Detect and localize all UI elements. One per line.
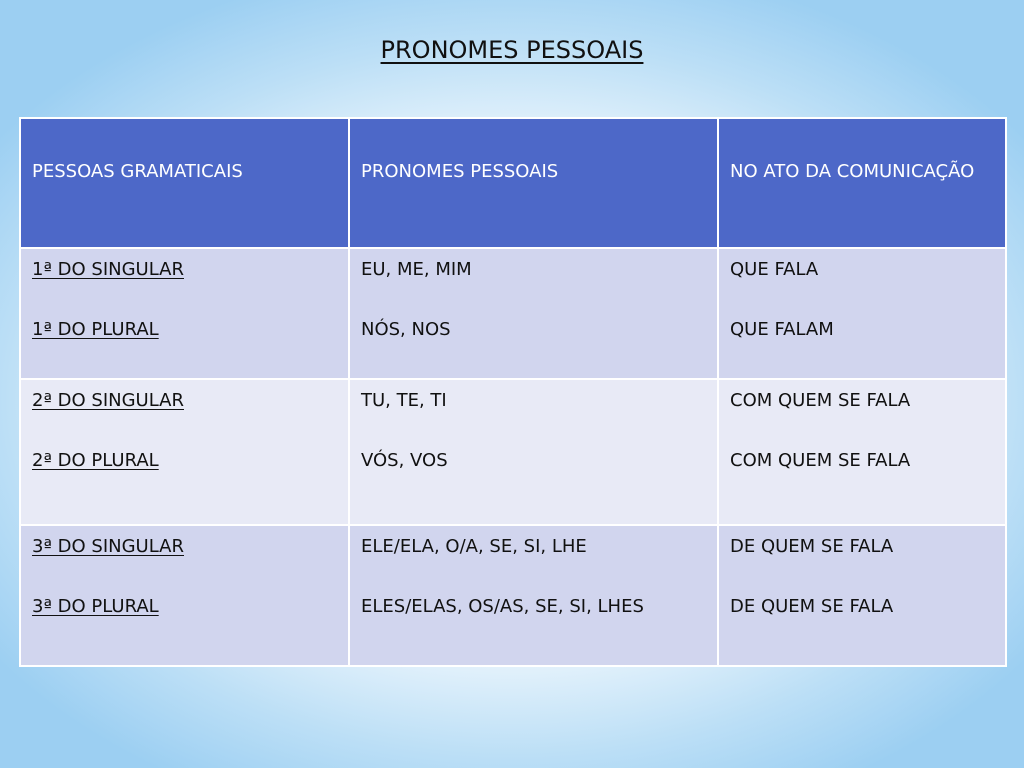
pronouns-table: [19, 117, 1007, 667]
person-label: 1ª DO SINGULAR: [32, 259, 184, 280]
pronoun-text: VÓS, VOS: [361, 450, 448, 471]
header-pessoas-gramaticais: PESSOAS GRAMATICAIS: [20, 118, 349, 248]
persons-cell: [20, 379, 349, 525]
table-header-row: [20, 118, 1006, 248]
communication-text: DE QUEM SE FALA: [730, 596, 894, 617]
person-label: 3ª DO SINGULAR: [32, 536, 184, 557]
pronoun-text: NÓS, NOS: [361, 319, 451, 340]
pronouns-cell: [349, 248, 718, 379]
person-label: 1ª DO PLURAL: [32, 319, 159, 340]
pronouns-cell: [349, 525, 718, 666]
pronoun-text: ELES/ELAS, OS/AS, SE, SI, LHES: [361, 596, 644, 617]
header-ato-comunicacao: NO ATO DA COMUNICAÇÃO: [718, 118, 1006, 248]
person-label: 3ª DO PLURAL: [32, 596, 159, 617]
person-label: 2ª DO PLURAL: [32, 450, 159, 471]
table-row: [20, 525, 1006, 666]
slide-title: PRONOMES PESSOAIS: [380, 36, 644, 64]
pronouns-cell: [349, 379, 718, 525]
communication-cell: [718, 525, 1006, 666]
communication-text: QUE FALAM: [730, 319, 834, 340]
header-pronomes-pessoais: PRONOMES PESSOAIS: [349, 118, 718, 248]
table-row: [20, 248, 1006, 379]
pronoun-text: TU, TE, TI: [361, 390, 447, 411]
communication-cell: [718, 379, 1006, 525]
persons-cell: [20, 525, 349, 666]
communication-cell: [718, 248, 1006, 379]
communication-text: QUE FALA: [730, 259, 819, 280]
pronoun-text: EU, ME, MIM: [361, 259, 472, 280]
communication-text: COM QUEM SE FALA: [730, 450, 911, 471]
table-row: [20, 379, 1006, 525]
persons-cell: [20, 248, 349, 379]
person-label: 2ª DO SINGULAR: [32, 390, 184, 411]
communication-text: DE QUEM SE FALA: [730, 536, 894, 557]
pronoun-text: ELE/ELA, O/A, SE, SI, LHE: [361, 536, 587, 557]
communication-text: COM QUEM SE FALA: [730, 390, 911, 411]
